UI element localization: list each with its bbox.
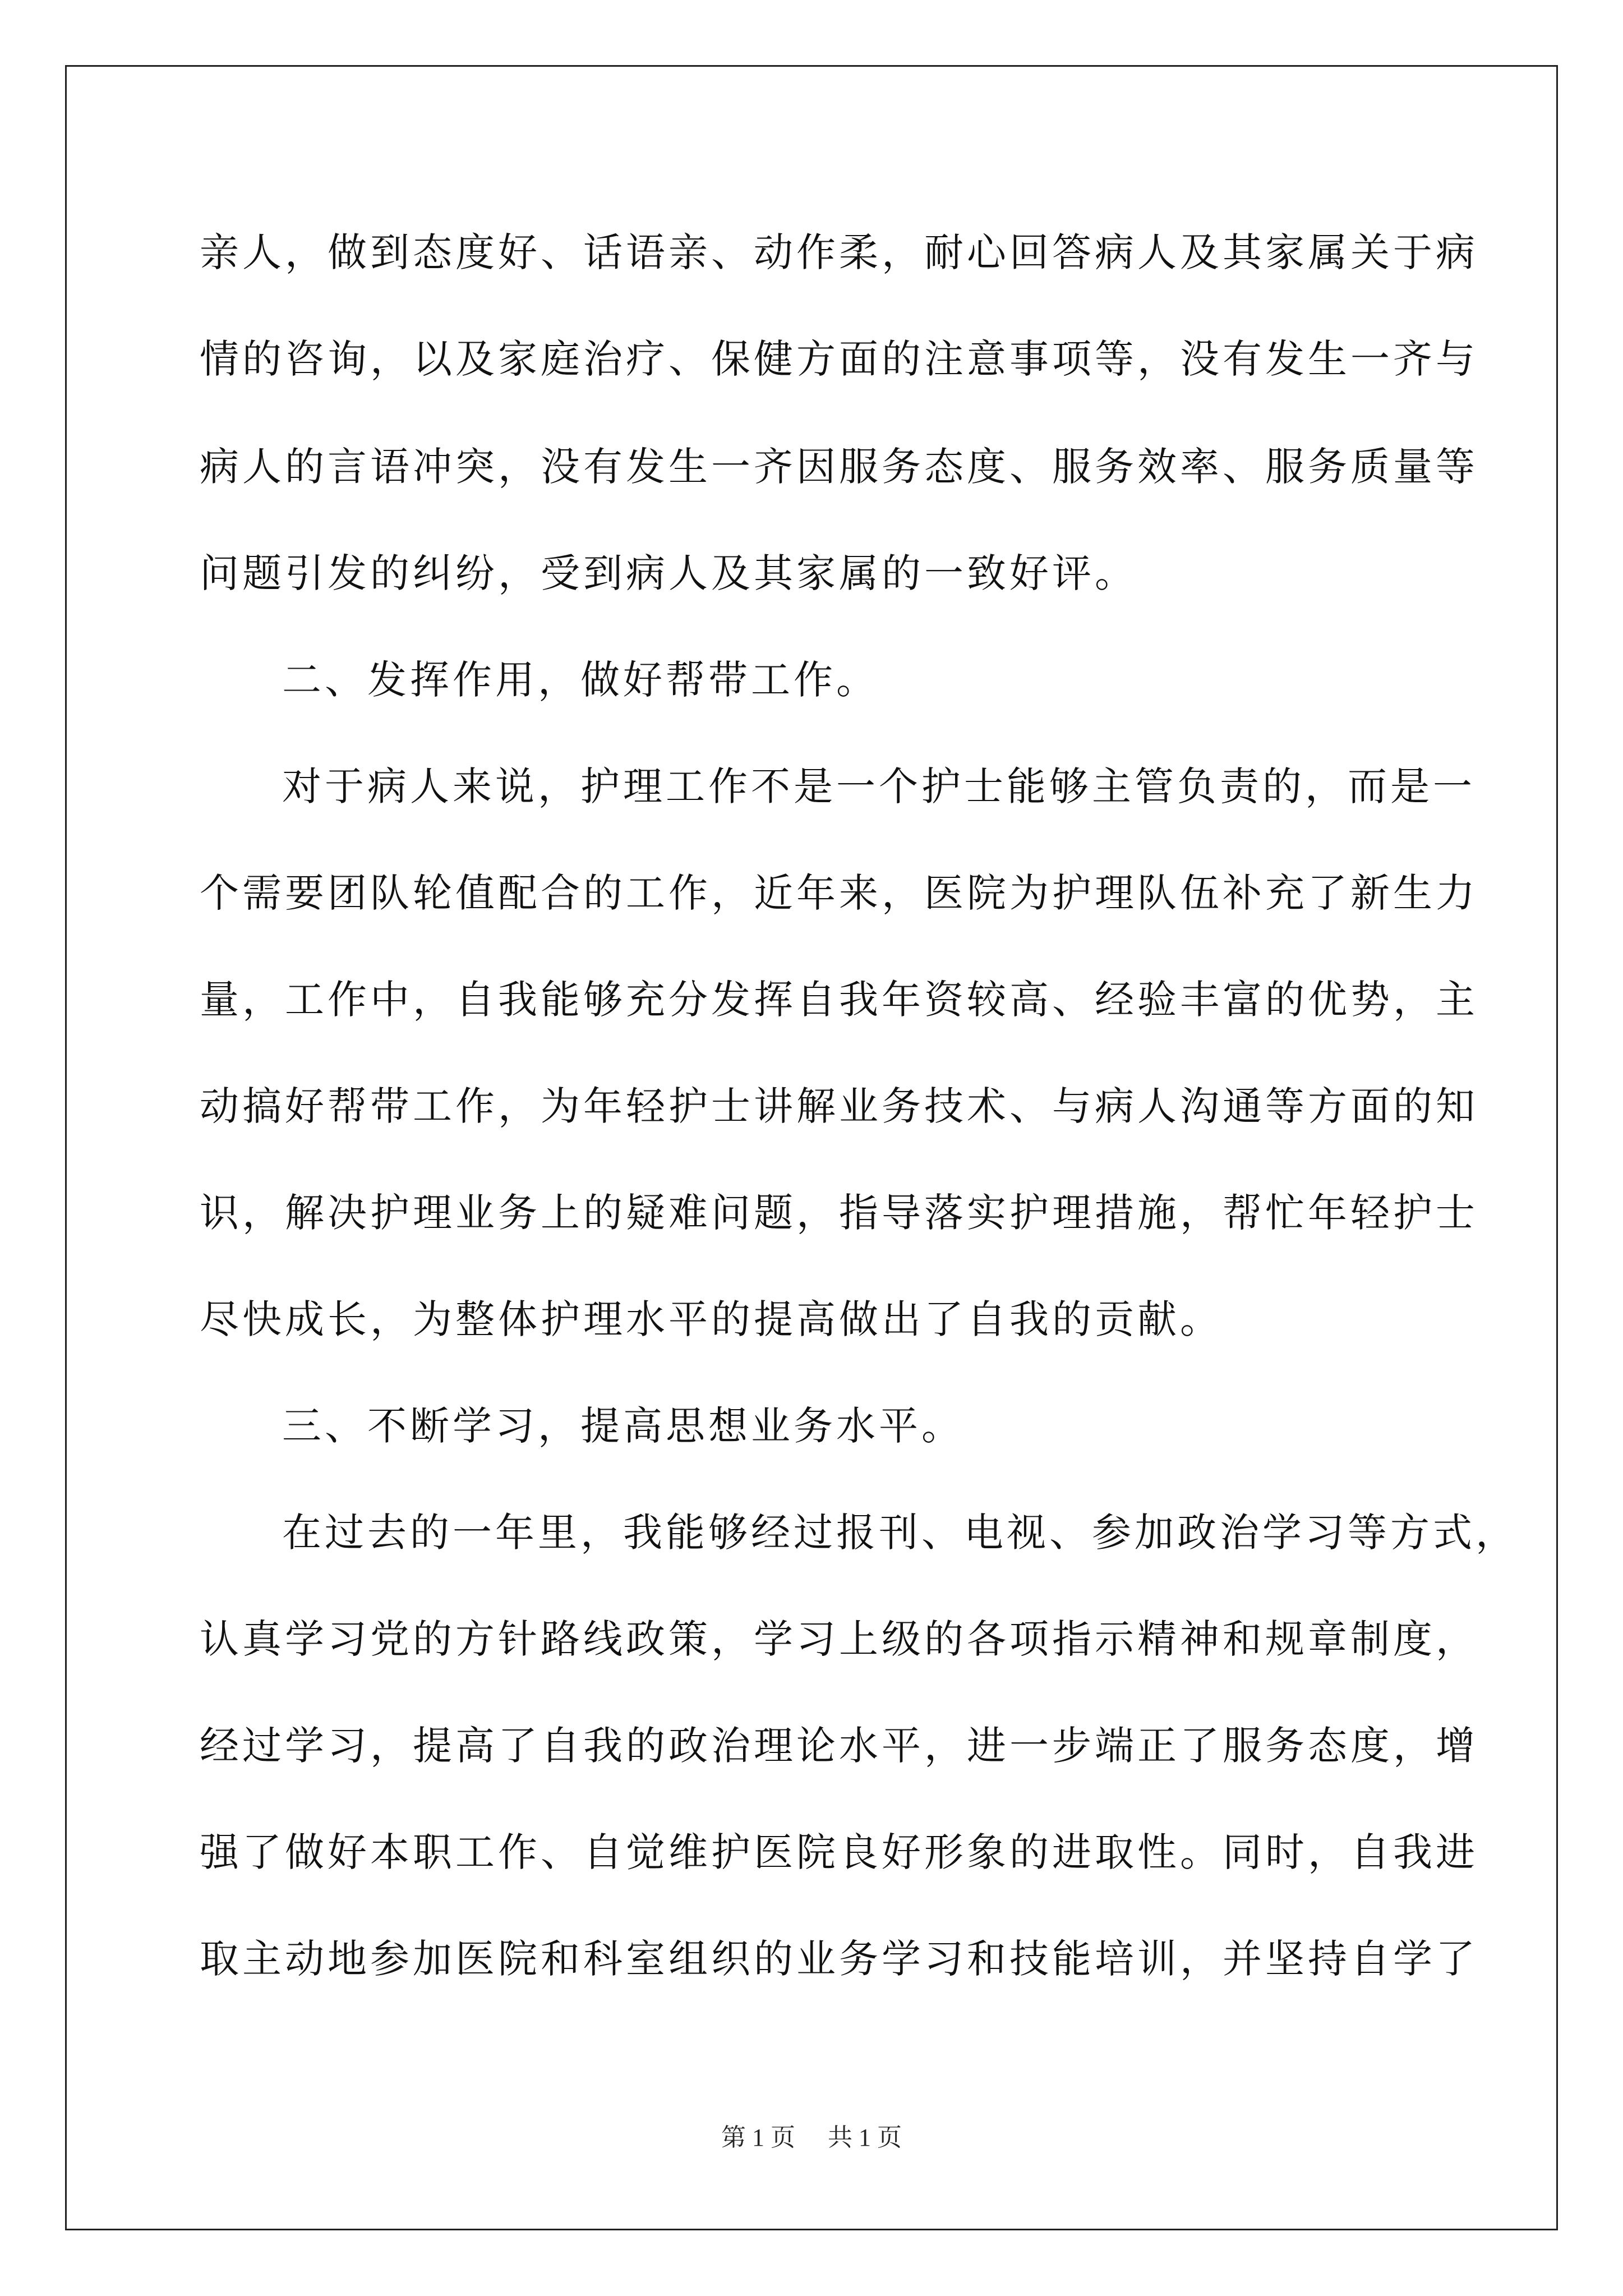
body-text-line: 量，工作中，自我能够充分发挥自我年资较高、经验丰富的优势，主: [200, 977, 1478, 1023]
body-text-line: 问题引发的纠纷，受到病人及其家属的一致好评。: [200, 550, 1137, 596]
body-text-line: 动搞好帮带工作，为年轻护士讲解业务技术、与病人沟通等方面的知: [200, 1083, 1478, 1129]
page-number-current: 第 1 页: [721, 2124, 795, 2151]
body-text-line: 病人的言语冲突，没有发生一齐因服务态度、服务效率、服务质量等: [200, 444, 1478, 490]
section-heading: 三、不断学习，提高思想业务水平。: [282, 1403, 964, 1449]
body-text-line: 个需要团队轮值配合的工作，近年来，医院为护理队伍补充了新生力: [200, 870, 1478, 916]
body-text-line: 识，解决护理业务上的疑难问题，指导落实护理措施，帮忙年轻护士: [200, 1190, 1478, 1236]
body-text-line: 认真学习党的方针路线政策，学习上级的各项指示精神和规章制度，: [200, 1616, 1478, 1662]
body-text-line: 亲人，做到态度好、话语亲、动作柔，耐心回答病人及其家属关于病: [200, 229, 1478, 275]
page-number-total: 共 1 页: [828, 2124, 902, 2151]
body-text-line: 经过学习，提高了自我的政治理论水平，进一步端正了服务态度，增: [200, 1723, 1478, 1769]
body-text-line: 对于病人来说，护理工作不是一个护士能够主管负责的，而是一: [282, 763, 1476, 809]
body-text-line: 在过去的一年里，我能够经过报刊、电视、参加政治学习等方式，: [282, 1510, 1518, 1556]
page-border: [65, 65, 1558, 2230]
section-heading: 二、发挥作用，做好帮带工作。: [282, 657, 879, 703]
page-footer: [0, 2121, 1623, 2155]
body-text-line: 尽快成长，为整体护理水平的提高做出了自我的贡献。: [200, 1296, 1223, 1342]
body-text-line: 情的咨询，以及家庭治疗、保健方面的注意事项等，没有发生一齐与: [200, 336, 1478, 382]
body-text-line: 取主动地参加医院和科室组织的业务学习和技能培训，并坚持自学了: [200, 1936, 1478, 1982]
body-text-line: 强了做好本职工作、自觉维护医院良好形象的进取性。同时，自我进: [200, 1829, 1478, 1875]
